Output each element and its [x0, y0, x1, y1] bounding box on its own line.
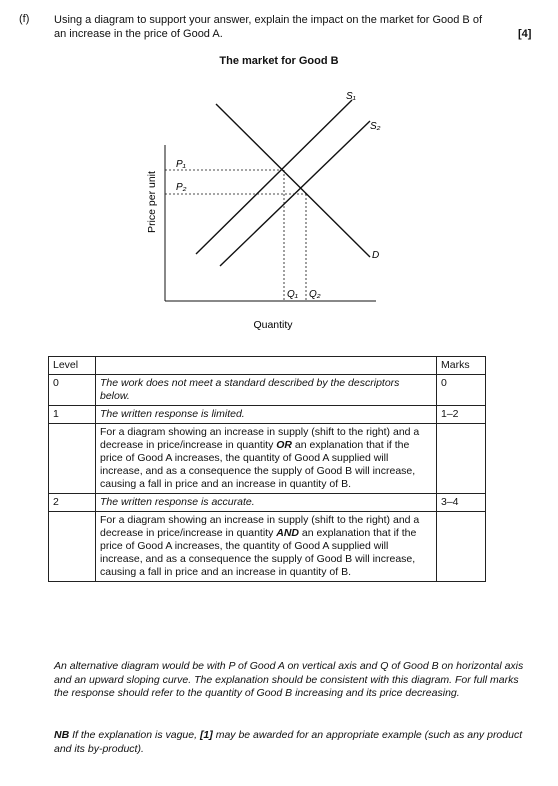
alternative-note: An alternative diagram would be with P of Good A on vertical axis and Q of Good B on horizontal axis and an upward sloping curve. The explanation should be consistent with this diagram. For full marks the response should refer to the quantity of Good B increasing and its price decreasing.: [54, 660, 524, 699]
row-level: 2: [49, 494, 96, 512]
diagram-title: The market for Good B: [219, 55, 339, 67]
row-description: The written response is accurate.: [96, 494, 437, 512]
q2-label: Q₂: [309, 289, 321, 300]
row-level: 1: [49, 406, 96, 424]
d-label: D: [372, 250, 380, 261]
s2-label: S₂: [370, 121, 381, 132]
question-text: Using a diagram to support your answer, explain the impact on the market for Good B of an increase in the price of Good A.: [54, 14, 483, 40]
supply-curve-s1: [196, 100, 352, 254]
table-header-row: [49, 357, 486, 375]
q1-label: Q₁: [287, 289, 298, 300]
demand-curve: [216, 104, 370, 257]
table-row: [49, 406, 486, 424]
nb-text: may be awarded for an appropriate example (such as any product and its by-product).: [54, 729, 523, 755]
row-level: [49, 512, 96, 582]
desc-part: For a diagram showing an increase in supply (shift to the right) and a decrease in price/increase in quantity: [100, 426, 420, 451]
row-description: The written response is limited.: [96, 406, 437, 424]
desc-part: For a diagram showing an increase in supply (shift to the right) and a decrease in price/increase in quantity: [100, 514, 420, 539]
row-description: [96, 424, 437, 494]
table-row: [49, 512, 486, 582]
supply-demand-diagram: [0, 0, 558, 340]
row-marks: 1–2: [437, 406, 486, 424]
p2-label: P₂: [176, 182, 187, 193]
supply-curve-s2: [220, 121, 370, 266]
row-marks: 0: [437, 375, 486, 406]
question-marks: [4]: [518, 28, 532, 40]
row-marks: [437, 512, 486, 582]
header-level: Level: [49, 357, 96, 375]
desc-keyword: OR: [276, 439, 293, 451]
row-marks: [437, 424, 486, 494]
desc-keyword: AND: [276, 527, 300, 539]
nb-text: If the explanation is vague,: [69, 729, 200, 741]
header-marks: Marks: [437, 357, 486, 375]
nb-label: NB: [54, 729, 70, 741]
table-row: [49, 424, 486, 494]
row-level: 0: [49, 375, 96, 406]
header-description: [96, 357, 437, 375]
row-level: [49, 424, 96, 494]
x-axis-label: Quantity: [253, 319, 293, 331]
s1-label: S₁: [346, 91, 356, 102]
y-axis-label: Price per unit: [146, 171, 158, 233]
p1-label: P₁: [176, 159, 186, 170]
question-letter: (f): [19, 13, 30, 25]
table-row: [49, 375, 486, 406]
mark-scheme-table: [48, 356, 486, 582]
desc-part: an explanation that if the price of Good A increases, the quantity of Good A supplied will increase, and as a consequence the supply of Good B will increase, causing a fall in price and an increase in quantity of B.: [100, 527, 417, 578]
row-description: The work does not meet a standard described by the descriptors below.: [96, 375, 437, 406]
row-description: [96, 512, 437, 582]
table-row: [49, 494, 486, 512]
nb-note: [54, 729, 524, 756]
nb-mark: [1]: [199, 729, 213, 741]
row-marks: 3–4: [437, 494, 486, 512]
desc-part: an explanation that if the price of Good A increases, the quantity of Good A supplied will increase, and as a consequence the supply of Good B will increase, causing a fall in price and an increase in quantity of B.: [100, 439, 416, 490]
